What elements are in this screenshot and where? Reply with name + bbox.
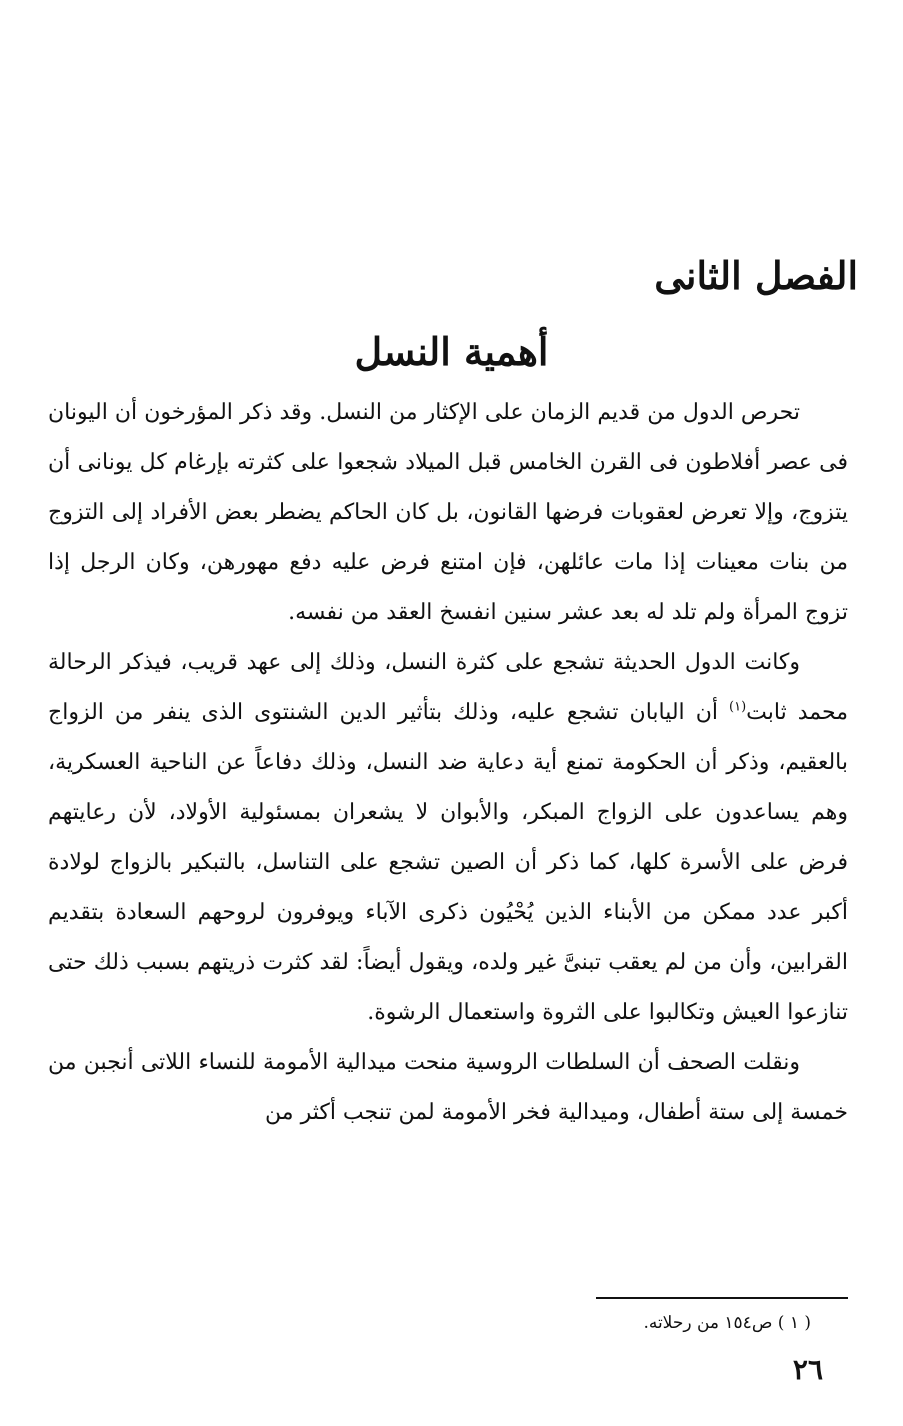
footnote-marker: (١) bbox=[729, 699, 747, 715]
paragraph-2 bbox=[48, 638, 848, 1038]
chapter-title: الفصل الثانى bbox=[654, 253, 858, 298]
paragraph-3: ونقلت الصحف أن السلطات الروسية منحت ميدالية الأمومة للنساء اللاتى أنجبن من خمسة إلى ستة أطفال، وميدالية فخر الأمومة لمن تنجب أكثر من bbox=[48, 1050, 848, 1125]
footnote-divider bbox=[596, 1297, 848, 1299]
body-text bbox=[48, 388, 848, 1138]
paragraph-2-text-after: أن اليابان تشجع عليه، وذلك بتأثير الدين الشنتوى الذى ينفر من الزواج بالعقيم، وذكر أن الحكومة تمنع أية دعاية ضد النسل، وذلك دفاعاً عن الناحية العسكرية، وهم يساعدون على الزواج المبكر، والأبوان لا يشعران بمسئولية الأولاد، لأن رعايتهم فرض على الأسرة كلها، كما ذكر أن الصين تشجع على التناسل، بالتبكير بالزواج لولادة أكبر عدد ممكن من الأبناء الذين يُحْيُون ذكرى الآباء ويوفرون لروحهم السعادة بتقديم القرابين، وأن من لم يعقب تبنىَّ غير ولده، ويقول أيضاً: لقد كثرت ذريتهم بسبب ذلك حتى تنازعوا العيش وتكالبوا على الثروة واستعمال الرشوة. bbox=[48, 700, 848, 1025]
section-title: أهمية النسل bbox=[354, 329, 549, 374]
page-number: ٢٦ bbox=[792, 1353, 823, 1386]
footnote: ( ١ ) ص١٥٤ من رحلاته. bbox=[643, 1313, 811, 1333]
paragraph-2-text-before: وكانت الدول الحديثة تشجع على كثرة النسل، وذلك إلى عهد قريب، فيذكر الرحالة محمد ثابت bbox=[48, 650, 848, 725]
paragraph-1: تحرص الدول من قديم الزمان على الإكثار من النسل. وقد ذكر المؤرخون أن اليونان فى عصر أفلاطون فى القرن الخامس قبل الميلاد شجعوا على كثرته بإرغام كل يونانى أن يتزوج، وإلا تعرض لعقوبات فرضها القانون، بل كان الحاكم يضطر بعض الأفراد إلى التزوج من بنات معينات إذا مات عائلهن، فإن امتنع فرض عليه دفع مهورهن، وكان الرجل إذا تزوج المرأة ولم تلد له بعد عشر سنين انفسخ العقد من نفسه. bbox=[48, 400, 848, 625]
